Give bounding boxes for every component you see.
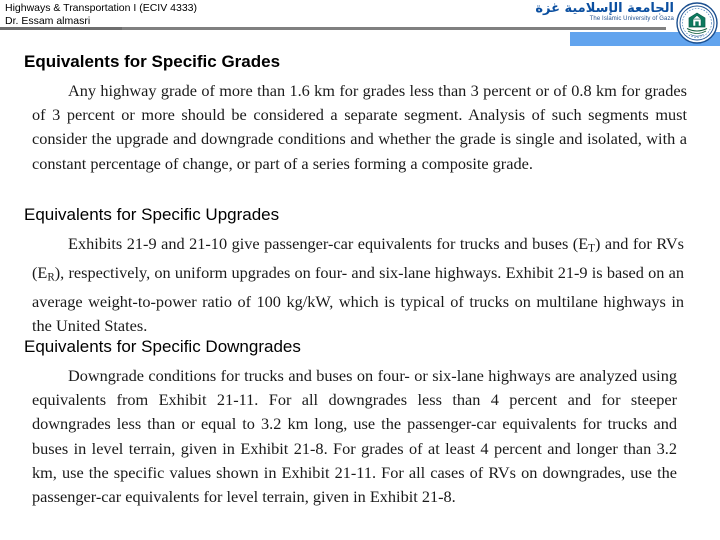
paragraph-specific-downgrades: Downgrade conditions for trucks and buses on four- or six-lane highways are analyzed using equivalents from Exhibit 21-11. For all downgrades less than 4 percent and for steeper downgrades less than or equal to 3.2 km long, use the passenger-car equivalents for trucks and buses in level terrain, given in Exhibit 21-8. For grades of at least 4 percent and longer than 3.2 km, use the specific values shown in Exhibit 21-11. For all cases of RVs on downgrades, use the passenger-car equivalents for level terrain, given in Exhibit 21-8.	[32, 366, 677, 507]
university-latin-wordmark: The Islamic University of Gaza	[589, 16, 674, 22]
paragraph-specific-grades: Any highway grade of more than 1.6 km for grades less than 3 percent or of 0.8 km for grades of 3 percent or more should be considered a separate segment. Analysis of such segments must consider the upgrade and downgrade conditions and whether the grade is single and isolated, with a constant percentage of change, or part of a series forming a composite grade.	[32, 81, 687, 173]
slide-body	[0, 48, 720, 540]
subscript: R	[47, 271, 55, 284]
header-divider-rule-left	[0, 27, 122, 30]
university-arabic-wordmark: الجامعة الإسلامية غزة	[535, 1, 674, 16]
slide-header	[0, 0, 720, 48]
heading-equivalents-specific-upgrades: Equivalents for Specific Upgrades	[24, 205, 280, 224]
course-info	[5, 2, 197, 27]
subscript: T	[588, 242, 595, 255]
course-title: Highways & Transportation I (ECIV 4333)	[5, 2, 198, 14]
heading-equivalents-specific-grades: Equivalents for Specific Grades	[24, 52, 281, 71]
university-logo	[535, 0, 720, 46]
instructor-name: Dr. Essam almasri	[5, 14, 91, 27]
paragraph-specific-upgrades: Exhibits 21-9 and 21-10 give passenger-car equivalents for trucks and buses $(E_T)$ and for RVs $(E_R)$, respectively, on uniform upgrades on four- and six-lane highways. Exhibit 21-9 is based on an average weight-to-power ratio of 100 kg/kW, which is typical of trucks on multilane highways in the United States.	[32, 234, 684, 335]
heading-equivalents-specific-downgrades: Equivalents for Specific Downgrades	[24, 337, 301, 356]
university-seal-icon	[676, 2, 718, 44]
